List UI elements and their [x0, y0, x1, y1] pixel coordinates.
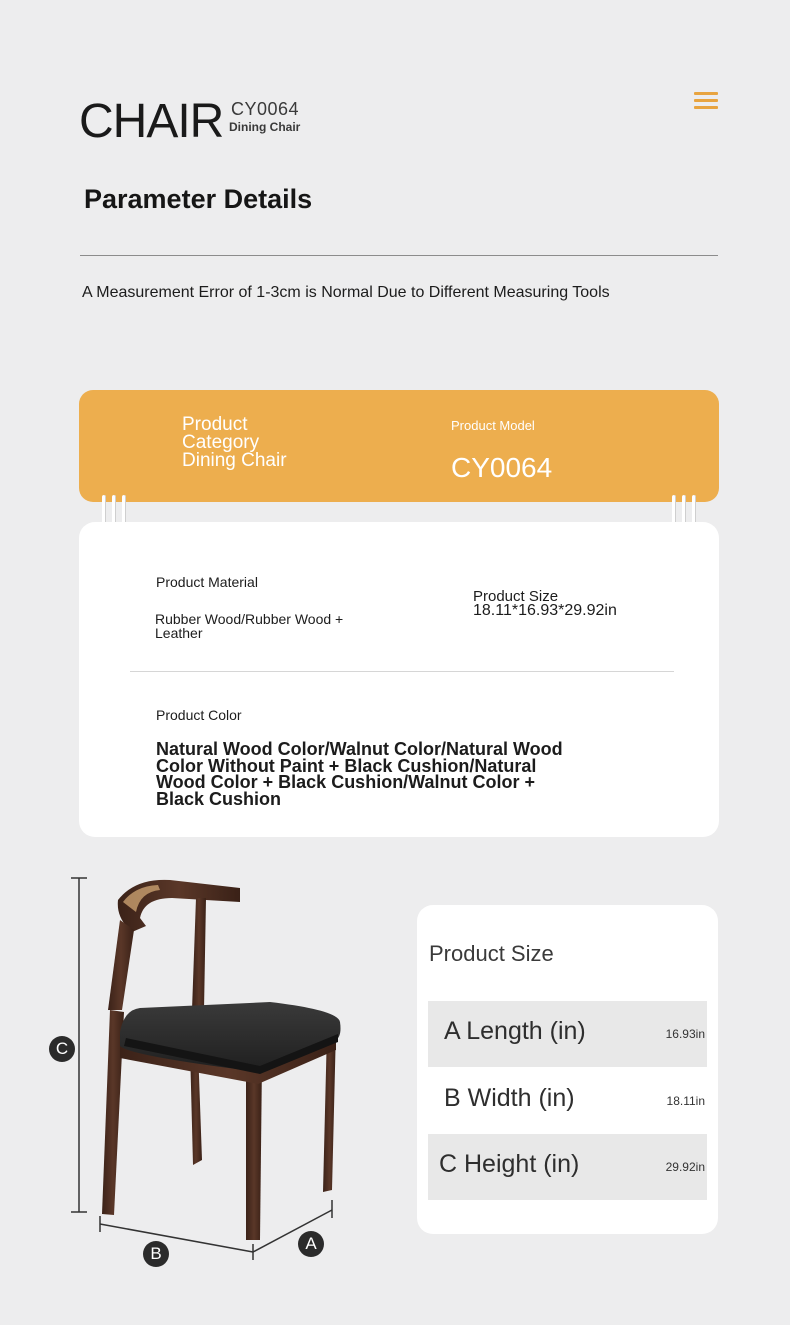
size-row-name: C Height (in) [439, 1150, 580, 1178]
size-value: 18.11*16.93*29.92in [473, 602, 617, 619]
size-row-width [428, 1068, 707, 1134]
size-label: Product Size [473, 588, 559, 605]
size-row-height [428, 1134, 707, 1200]
summary-card [79, 390, 719, 502]
size-row-value: 18.11in [666, 1094, 705, 1108]
size-row-name: A Length (in) [444, 1017, 586, 1045]
color-label: Product Color [156, 707, 242, 723]
size-row-name: B Width (in) [444, 1084, 575, 1112]
chair-illustration [40, 860, 370, 1280]
material-label: Product Material [156, 574, 258, 590]
product-category-label: Product Category Dining Chair [182, 414, 287, 471]
brand-title: CHAIR [79, 95, 224, 148]
size-row-length [428, 1001, 707, 1067]
measurement-note: A Measurement Error of 1-3cm is Normal Due to Different Measuring Tools [82, 284, 610, 301]
product-subtitle: Dining Chair [229, 120, 301, 134]
section-title: Parameter Details [84, 184, 313, 214]
divider [80, 255, 718, 256]
model-code: CY0064 [231, 99, 300, 119]
chair-diagram [40, 860, 370, 1280]
details-divider [130, 671, 674, 672]
details-card [79, 522, 719, 837]
size-row-value: 29.92in [665, 1160, 705, 1174]
dimension-b-badge: B [143, 1241, 169, 1267]
size-table-title: Product Size [429, 941, 554, 966]
material-value: Rubber Wood/Rubber Wood + Leather [155, 611, 344, 641]
size-row-value: 16.93in [665, 1027, 705, 1041]
color-value: Natural Wood Color/Walnut Color/Natural Wood Color Without Paint + Black Cushion/Natural Wood Color + Black Cushion/Walnut Color + Black Cushion [156, 739, 563, 809]
product-model-label: Product Model [451, 418, 535, 433]
hamburger-menu-icon[interactable] [694, 92, 718, 110]
dimension-c-badge: C [49, 1036, 75, 1062]
dimension-a-badge: A [298, 1231, 324, 1257]
product-model-value: CY0064 [451, 452, 553, 483]
size-table-card [417, 905, 718, 1234]
